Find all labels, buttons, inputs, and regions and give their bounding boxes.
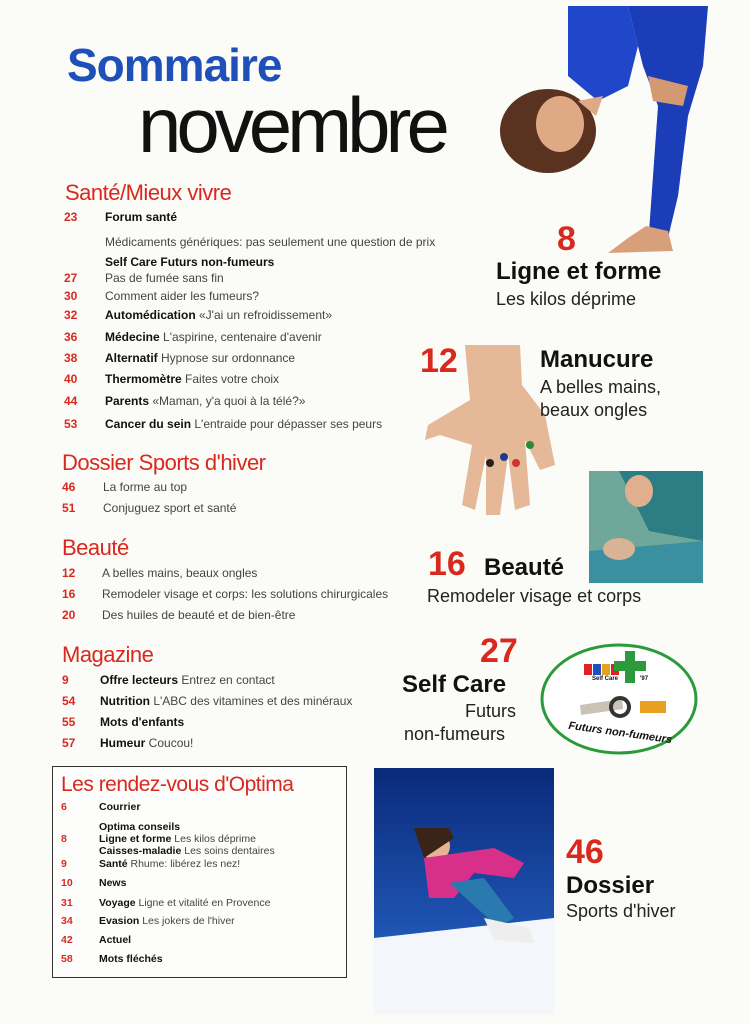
entry-title: Alternatif bbox=[105, 351, 158, 365]
feature-12-subtitle-2: beaux ongles bbox=[540, 400, 648, 420]
entry-title: Parents bbox=[105, 394, 150, 408]
section-title-magazine: Magazine bbox=[62, 642, 154, 667]
page-number: 40 bbox=[64, 372, 78, 386]
month-title: novembre bbox=[138, 81, 445, 169]
entry-description: Comment aider les fumeurs? bbox=[105, 289, 260, 303]
feature-46-number: 46 bbox=[566, 833, 604, 871]
entry-description: La forme au top bbox=[103, 480, 188, 494]
entry-description: Ligne et vitalité en Provence bbox=[135, 897, 271, 909]
page-number: 9 bbox=[62, 673, 69, 687]
entry-title: Nutrition bbox=[100, 694, 150, 708]
feature-12-subtitle-1: A belles mains, bbox=[540, 377, 662, 397]
page-number: 6 bbox=[61, 801, 67, 813]
logo-label: Self Care bbox=[592, 676, 619, 682]
entry-title: Offre lecteurs bbox=[100, 673, 179, 687]
entry-title: Optima conseils bbox=[99, 821, 181, 833]
section-title-sante: Santé/Mieux vivre bbox=[65, 180, 232, 205]
entry-description: Des huiles de beauté et de bien-être bbox=[102, 608, 296, 622]
entry-title: Evasion bbox=[99, 915, 140, 927]
entry-title: Forum santé bbox=[105, 210, 178, 224]
photo-surgeon bbox=[589, 471, 703, 583]
feature-16-title: Beauté bbox=[484, 554, 565, 581]
entry-title: News bbox=[99, 877, 127, 889]
page-number: 30 bbox=[64, 289, 78, 303]
entry-title: Self Care Futurs non-fumeurs bbox=[105, 255, 275, 269]
self-care-logo bbox=[540, 643, 698, 755]
entry-description: «J'ai un refroidissement» bbox=[195, 308, 333, 322]
entry-description: L'entraide pour dépasser ses peurs bbox=[191, 417, 383, 431]
entry-title: Automédication bbox=[105, 308, 196, 322]
entry-title: Caisses-maladie bbox=[99, 845, 182, 857]
entry-title: Humeur bbox=[100, 736, 146, 750]
feature-16-subtitle: Remodeler visage et corps bbox=[427, 586, 642, 606]
entry-title: Santé bbox=[99, 858, 128, 870]
page-number: 12 bbox=[62, 566, 76, 580]
entry-title: Médecine bbox=[105, 330, 160, 344]
entry-description: Hypnose sur ordonnance bbox=[157, 351, 296, 365]
page-number: 46 bbox=[62, 480, 76, 494]
page-title: Sommaire bbox=[67, 39, 282, 91]
entry-description: Entrez en contact bbox=[178, 673, 275, 687]
page-number: 57 bbox=[62, 736, 76, 750]
feature-27-title: Self Care bbox=[402, 671, 507, 698]
page-number: 20 bbox=[62, 608, 76, 622]
page-number: 55 bbox=[62, 715, 76, 729]
feature-8-subtitle: Les kilos déprime bbox=[496, 289, 637, 309]
entry-description: «Maman, y'a quoi à la télé?» bbox=[149, 394, 306, 408]
section-list-rdv bbox=[61, 801, 341, 971]
feature-27-subtitle-1: Futurs bbox=[465, 701, 517, 721]
feature-27-number: 27 bbox=[480, 632, 518, 670]
entry-description: Les kilos déprime bbox=[171, 833, 256, 845]
photo-snowboarder bbox=[374, 768, 554, 1014]
entry-description: Conjuguez sport et santé bbox=[103, 501, 237, 515]
entry-description: Faites votre choix bbox=[181, 372, 280, 386]
feature-27-subtitle-2: non-fumeurs bbox=[404, 724, 506, 744]
entry-description: Remodeler visage et corps: les solutions chirurgicales bbox=[102, 587, 389, 601]
entry-title: Voyage bbox=[99, 897, 136, 909]
page-number: 53 bbox=[64, 417, 78, 431]
feature-12-number: 12 bbox=[420, 342, 458, 380]
entry-title: Cancer du sein bbox=[105, 417, 192, 431]
rendez-vous-box bbox=[52, 766, 347, 978]
page-number: 38 bbox=[64, 351, 78, 365]
entry-description: Médicaments génériques: pas seulement une question de prix bbox=[105, 235, 436, 249]
entry-description: Les jokers de l'hiver bbox=[139, 915, 235, 927]
feature-8-title: Ligne et forme bbox=[496, 258, 662, 285]
logo-ring-text: Futurs non-fumeurs bbox=[567, 719, 673, 747]
page-number: 42 bbox=[61, 934, 73, 946]
entry-title: Thermomètre bbox=[105, 372, 182, 386]
entry-description: Coucou! bbox=[145, 736, 194, 750]
page-number: 54 bbox=[62, 694, 76, 708]
page-number: 10 bbox=[61, 877, 73, 889]
entry-title: Courrier bbox=[99, 801, 141, 813]
page-number: 8 bbox=[61, 833, 67, 845]
feature-46-subtitle: Sports d'hiver bbox=[566, 901, 676, 921]
page-number: 36 bbox=[64, 330, 78, 344]
feature-46-title: Dossier bbox=[566, 872, 655, 899]
section-title-beaute: Beauté bbox=[62, 535, 129, 560]
page-number: 51 bbox=[62, 501, 76, 515]
entry-title: Mots fléchés bbox=[99, 953, 163, 965]
feature-12-title: Manucure bbox=[540, 346, 654, 373]
entry-title: Ligne et forme bbox=[99, 833, 172, 845]
page-number: 27 bbox=[64, 271, 78, 285]
section-title-rdv: Les rendez-vous d'Optima bbox=[61, 773, 294, 796]
page-number: 58 bbox=[61, 953, 73, 965]
entry-description: L'ABC des vitamines et des minéraux bbox=[150, 694, 353, 708]
photo-woman-stretching bbox=[478, 6, 708, 261]
entry-title: Mots d'enfants bbox=[100, 715, 185, 729]
section-title-sports: Dossier Sports d'hiver bbox=[62, 450, 266, 475]
section-list-sports bbox=[62, 480, 482, 520]
section-list-beaute bbox=[62, 566, 482, 626]
page-number: 34 bbox=[61, 915, 73, 927]
entry-description: Pas de fumée sans fin bbox=[105, 271, 224, 285]
page-number: 44 bbox=[64, 394, 78, 408]
entry-description: L'aspirine, centenaire d'avenir bbox=[159, 330, 322, 344]
page-number: 31 bbox=[61, 897, 73, 909]
logo-year: '97 bbox=[640, 676, 649, 682]
feature-8-number: 8 bbox=[557, 220, 576, 258]
entry-title: Actuel bbox=[99, 934, 132, 946]
page-number: 23 bbox=[64, 210, 78, 224]
page-number: 16 bbox=[62, 587, 76, 601]
page-number: 9 bbox=[61, 858, 67, 870]
entry-description: Les soins dentaires bbox=[181, 845, 275, 857]
feature-16-number: 16 bbox=[428, 545, 466, 583]
entry-description: A belles mains, beaux ongles bbox=[102, 566, 258, 580]
page-number: 32 bbox=[64, 308, 78, 322]
entry-description: Rhume: libérez les nez! bbox=[127, 858, 241, 870]
